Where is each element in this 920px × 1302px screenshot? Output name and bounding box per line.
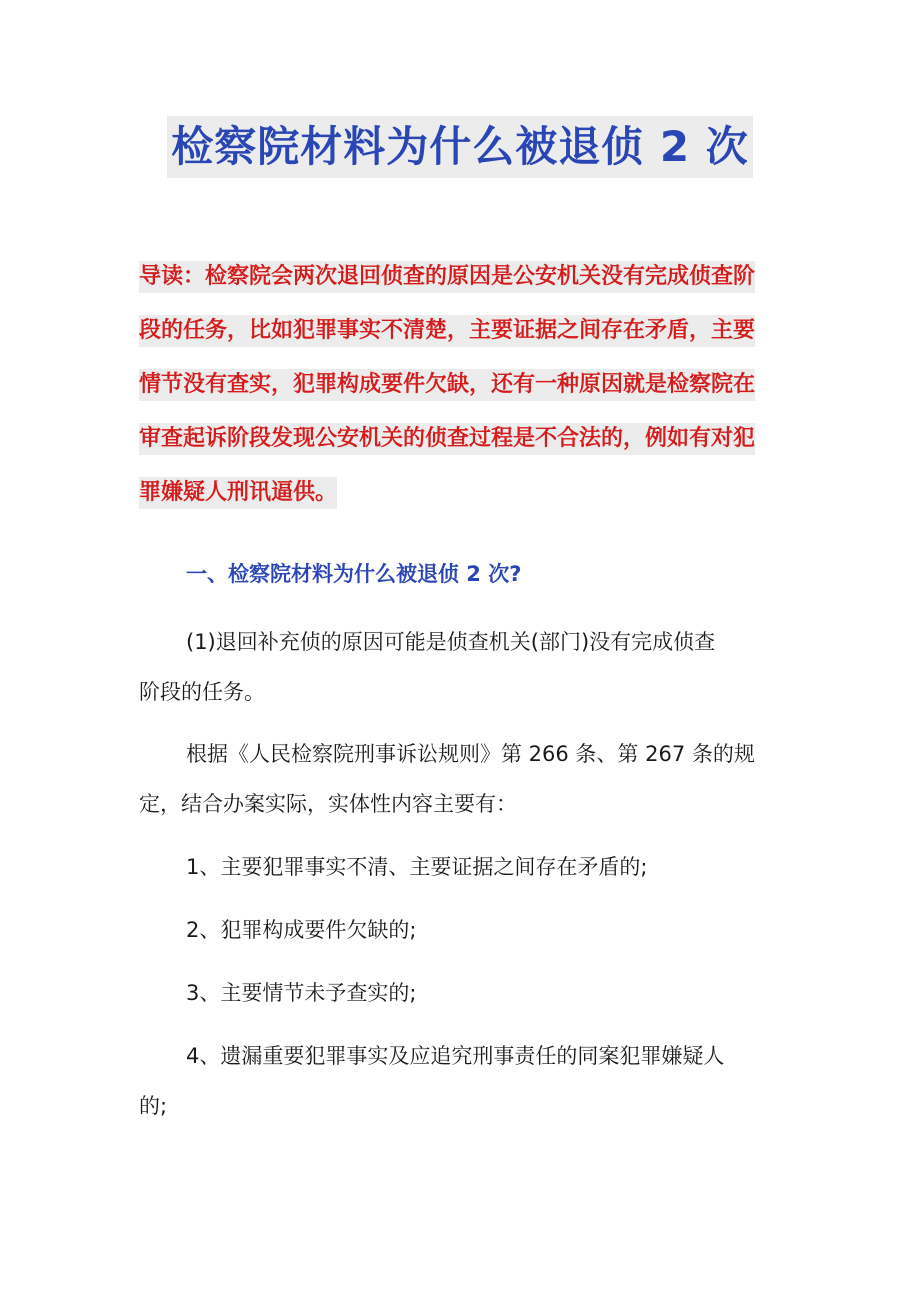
list-item-2	[139, 905, 785, 955]
paragraph-line: (1)退回补充侦的原因可能是侦查机关(部门)没有完成侦查	[186, 630, 716, 654]
paragraph-line: 3、主要情节未予查实的;	[186, 981, 417, 1005]
list-item-3	[139, 968, 785, 1018]
intro-line: 导读：检察院会两次退回侦查的原因是公安机关没有完成侦查阶	[139, 261, 755, 293]
paragraph-line: 阶段的任务。	[139, 680, 265, 704]
intro-line: 罪嫌疑人刑讯逼供。	[139, 477, 337, 509]
paragraph-line: 4、遗漏重要犯罪事实及应追究刑事责任的同案犯罪嫌疑人	[186, 1044, 725, 1068]
intro-line: 段的任务，比如犯罪事实不清楚，主要证据之间存在矛盾，主要	[139, 315, 755, 347]
paragraph-line: 2、犯罪构成要件欠缺的;	[186, 918, 417, 942]
list-item-1	[139, 842, 785, 892]
document-title: 检察院材料为什么被退侦 2 次	[167, 116, 752, 178]
intro-summary	[139, 250, 785, 520]
section-heading: 一、检察院材料为什么被退侦 2 次?	[186, 562, 522, 586]
list-item-4	[139, 1031, 785, 1131]
title-container	[0, 116, 920, 178]
paragraph-line: 1、主要犯罪事实不清、主要证据之间存在矛盾的;	[186, 855, 648, 879]
paragraph-reason-1	[139, 617, 785, 717]
paragraph-line: 定，结合办案实际，实体性内容主要有：	[139, 792, 517, 816]
paragraph-line: 的;	[139, 1094, 168, 1118]
intro-line: 审查起诉阶段发现公安机关的侦查过程是不合法的，例如有对犯	[139, 423, 755, 455]
paragraph-legal-basis	[139, 729, 785, 829]
intro-line: 情节没有查实，犯罪构成要件欠缺，还有一种原因就是检察院在	[139, 369, 755, 401]
paragraph-line: 根据《人民检察院刑事诉讼规则》第 266 条、第 267 条的规	[186, 742, 755, 766]
